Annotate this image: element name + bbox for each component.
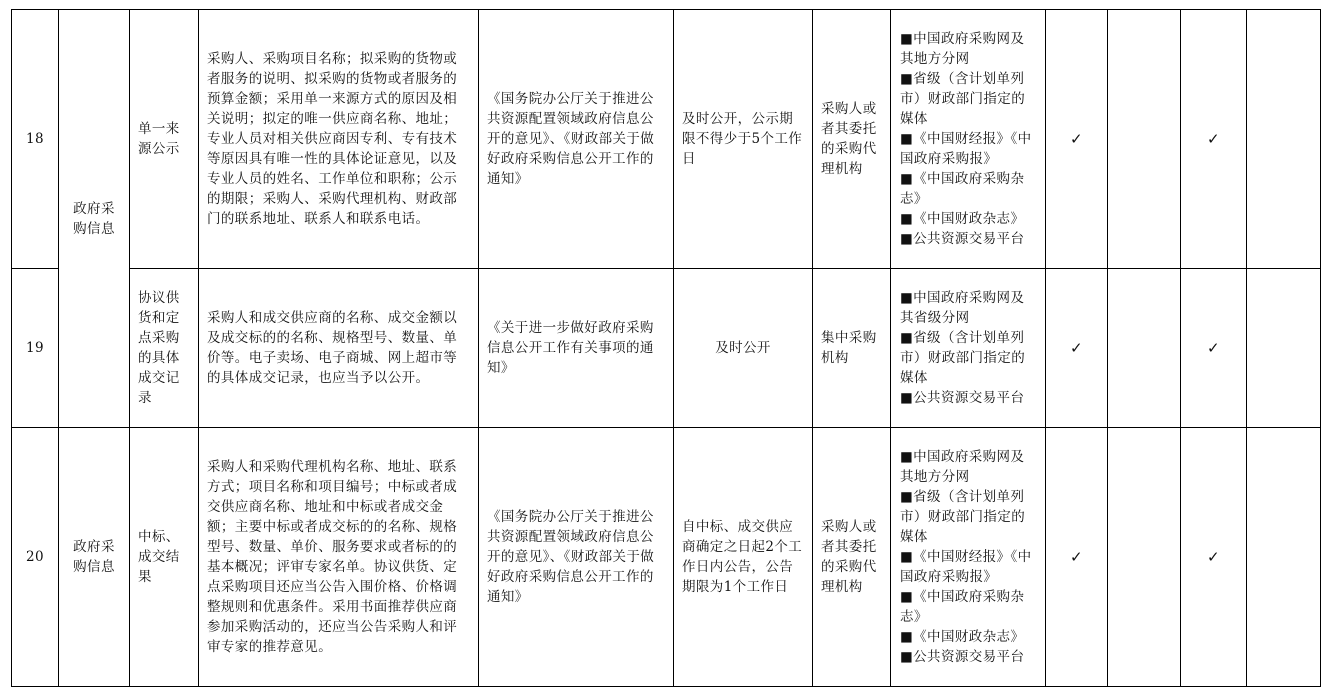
channel-cell <box>891 428 1046 687</box>
empty-cell <box>1108 10 1181 269</box>
content-cell: 采购人、采购项目名称；拟采购的货物或者服务的说明、拟采购的货物或者服务的预算金额；采用单一来源方式的原因及相关说明；拟定的唯一供应商名称、地址；专业人员对相关供应商因专利、专有技术等原因具有唯一性的具体论证意见，以及专业人员的姓名、工作单位和职称；公示的期限；采购人、采购代理机构、财政部门的联系地址、联系人和联系电话。 <box>199 10 479 269</box>
check-mark-icon: ✓ <box>1181 269 1247 428</box>
channel-item: ■《中国政府采购杂志》 <box>900 589 1025 625</box>
channel-item: ■省级（含计划单列市）财政部门指定的媒体 <box>900 489 1026 545</box>
item-cell: 中标、成交结果 <box>130 428 199 687</box>
basis-cell: 《关于进一步做好政府采购信息公开工作有关事项的通知》 <box>479 269 674 428</box>
table-row <box>12 10 1321 269</box>
empty-cell <box>1247 428 1321 687</box>
category-cell: 政府采购信息 <box>59 10 130 428</box>
empty-cell <box>1247 10 1321 269</box>
subject-cell: 采购人或者其委托的采购代理机构 <box>813 428 891 687</box>
subject-cell: 集中采购机构 <box>813 269 891 428</box>
channel-item: ■《中国财经报》《中国政府采购报》 <box>900 549 1032 585</box>
table-row <box>12 269 1321 428</box>
content-cell: 采购人和采购代理机构名称、地址、联系方式；项目名称和项目编号；中标或者成交供应商名称、地址和中标或者成交金额；主要中标或者成交标的的名称、规格型号、数量、单价、服务要求或者标的的基本概况；评审专家名单。协议供货、定点采购项目还应当公告入围价格、价格调整规则和优惠条件。采用书面推荐供应商参加采购活动的，还应当公告采购人和评审专家的推荐意见。 <box>199 428 479 687</box>
channel-item: ■中国政府采购网及其地方分网 <box>900 31 1025 67</box>
channel-item: ■公共资源交易平台 <box>900 231 1025 247</box>
empty-cell <box>1247 269 1321 428</box>
channel-item: ■公共资源交易平台 <box>900 390 1025 406</box>
check-mark-icon: ✓ <box>1181 428 1247 687</box>
row-number: 20 <box>12 428 59 687</box>
row-number: 18 <box>12 10 59 269</box>
channel-item: ■省级（含计划单列市）财政部门指定的媒体 <box>900 71 1026 127</box>
category-cell: 政府采购信息 <box>59 428 130 687</box>
basis-cell: 《国务院办公厅关于推进公共资源配置领域政府信息公开的意见》、《财政部关于做好政府采购信息公开工作的通知》 <box>479 10 674 269</box>
check-mark-icon: ✓ <box>1046 428 1108 687</box>
channel-item: ■省级（含计划单列市）财政部门指定的媒体 <box>900 330 1026 386</box>
channel-item: ■中国政府采购网及其省级分网 <box>900 290 1025 326</box>
row-number: 19 <box>12 269 59 428</box>
channel-item: ■《中国政府采购杂志》 <box>900 171 1025 207</box>
check-mark-icon: ✓ <box>1181 10 1247 269</box>
check-mark-icon: ✓ <box>1046 269 1108 428</box>
subject-cell: 采购人或者其委托的采购代理机构 <box>813 10 891 269</box>
time-cell: 自中标、成交供应商确定之日起2个工作日内公告，公告期限为1个工作日 <box>674 428 813 687</box>
channel-item: ■《中国财政杂志》 <box>900 211 1025 227</box>
channel-item: ■公共资源交易平台 <box>900 649 1025 665</box>
disclosure-table <box>11 9 1321 687</box>
channel-item: ■《中国财经报》《中国政府采购报》 <box>900 131 1032 167</box>
channel-item: ■《中国财政杂志》 <box>900 629 1025 645</box>
channel-cell <box>891 10 1046 269</box>
item-cell: 协议供货和定点采购的具体成交记录 <box>130 269 199 428</box>
empty-cell <box>1108 269 1181 428</box>
time-cell: 及时公开 <box>674 269 813 428</box>
content-cell: 采购人和成交供应商的名称、成交金额以及成交标的的名称、规格型号、数量、单价等。电子卖场、电子商城、网上超市等的具体成交记录，也应当予以公开。 <box>199 269 479 428</box>
item-cell: 单一来源公示 <box>130 10 199 269</box>
check-mark-icon: ✓ <box>1046 10 1108 269</box>
channel-cell <box>891 269 1046 428</box>
table-row <box>12 428 1321 687</box>
channel-item: ■中国政府采购网及其地方分网 <box>900 449 1025 485</box>
time-cell: 及时公开，公示期限不得少于5个工作日 <box>674 10 813 269</box>
empty-cell <box>1108 428 1181 687</box>
basis-cell: 《国务院办公厅关于推进公共资源配置领域政府信息公开的意见》、《财政部关于做好政府采购信息公开工作的通知》 <box>479 428 674 687</box>
